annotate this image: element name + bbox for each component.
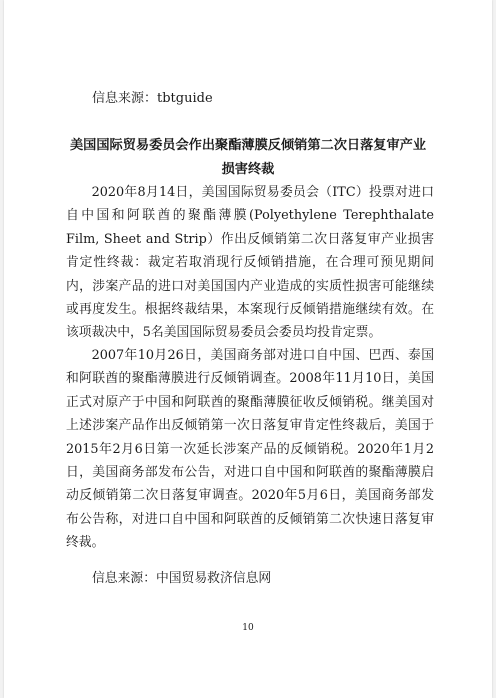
article-paragraph-1: 2020年8月14日，美国国际贸易委员会（ITC）投票对进口自中国和阿联酋的聚酯薄膜(Polyethylene Terephthalate Film, Sheet and Strip）作出反倾销第二次日落复审产业损害肯定性终裁：裁定若取消现行反倾销措施，在合理可预见期间内，涉案产品的进口对美国国内产业造成的实质性损害可能继续或再度发生。根据终裁结果，本案现行反倾销措施继续有效。在该项裁决中，5名美国国际贸易委员会委员均投肯定票。 — [66, 185, 434, 341]
article-source-line: 信息来源：中国贸易救济信息网 — [92, 571, 272, 586]
page-number: 10 — [242, 623, 254, 633]
document-page — [4, 0, 492, 698]
top-source-line: 信息来源：tbtguide — [92, 91, 213, 106]
article-title: 美国国际贸易委员会作出聚酯薄膜反倾销第二次日落复审产业损害终裁 — [69, 138, 427, 177]
article-paragraph-2: 2007年10月26日，美国商务部对进口自中国、巴西、泰国和阿联酋的聚酯薄膜进行反倾销调查。2008年11月10日，美国正式对原产于中国和阿联酋的聚酯薄膜征收反倾销税。继美国对上述涉案产品作出反倾销第一次日落复审肯定性终裁后，美国于2015年2月6日第一次延长涉案产品的反倾销税。2020年1月2日，美国商务部发布公告，对进口自中国和阿联酋的聚酯薄膜启动反倾销第二次日落复审调查。2020年5月6日，美国商务部发布公告称，对进口自中国和阿联酋的反倾销第二次快速日落复审终裁。 — [66, 348, 434, 551]
